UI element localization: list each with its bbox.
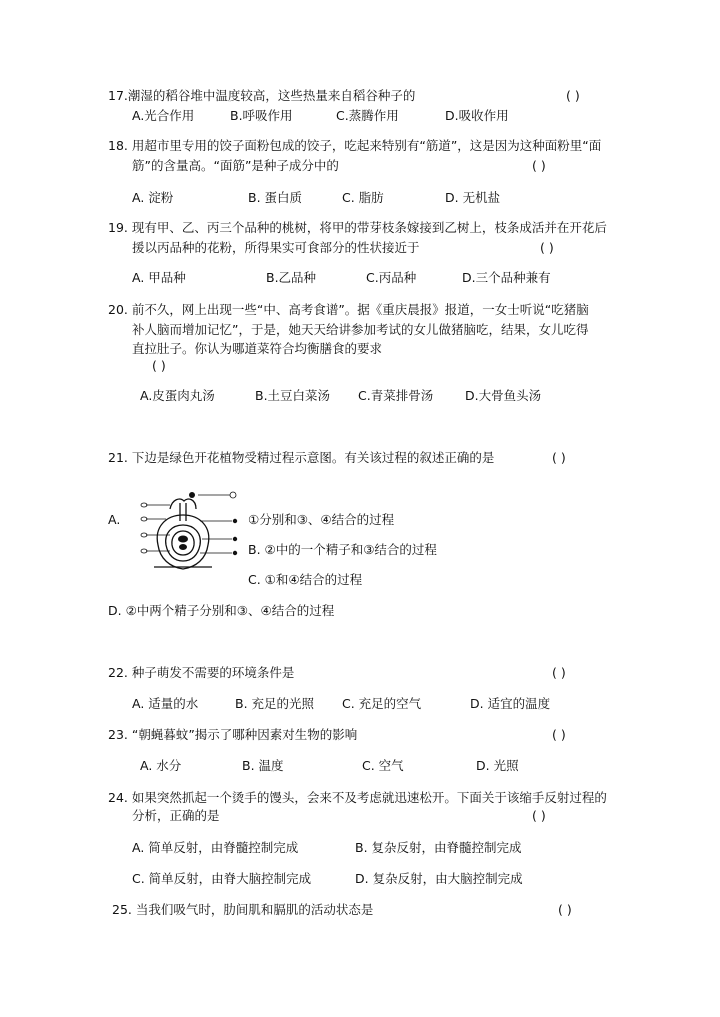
q25-stem: 25. 当我们吸气时，肋间肌和膈肌的活动状态是 bbox=[112, 902, 374, 917]
q24-option-d: D. 复杂反射，由大脑控制完成 bbox=[355, 871, 523, 886]
q21-stem: 21. 下边是绿色开花植物受精过程示意图。有关该过程的叙述正确的是 bbox=[108, 450, 495, 465]
q22-option-c: C. 充足的空气 bbox=[342, 696, 422, 711]
q17-stem: 17.潮湿的稻谷堆中温度较高，这些热量来自稻谷种子的 bbox=[108, 88, 416, 103]
q17-option-c: C.蒸腾作用 bbox=[336, 108, 399, 123]
q19-option-b: B.乙品种 bbox=[266, 270, 317, 285]
q21-option-a: ①分别和③、④结合的过程 bbox=[248, 512, 395, 527]
q22-stem: 22. 种子萌发不需要的环境条件是 bbox=[108, 665, 295, 680]
q21-option-d: D. ②中两个精子分别和③、④结合的过程 bbox=[108, 603, 335, 618]
q18-stem-line1: 18. 用超市里专用的饺子面粉包成的饺子，吃起来特别有“筋道”，这是因为这种面粉里“面 bbox=[108, 138, 602, 153]
q17-answer-bracket: ( ) bbox=[566, 88, 580, 103]
q22-answer-bracket: ( ) bbox=[552, 665, 566, 680]
q23-option-d: D. 光照 bbox=[476, 758, 519, 773]
q19-answer-bracket: ( ) bbox=[540, 240, 554, 255]
q20-answer-bracket: ( ) bbox=[152, 358, 166, 373]
q24-answer-bracket: ( ) bbox=[532, 808, 546, 823]
q17-option-d: D.吸收作用 bbox=[445, 108, 509, 123]
q18-answer-bracket: ( ) bbox=[532, 158, 546, 173]
q19-stem-line2: 援以丙品种的花粉，所得果实可食部分的性状接近于 bbox=[132, 240, 420, 255]
q21-option-c: C. ①和④结合的过程 bbox=[248, 572, 363, 587]
q19-option-a: A. 甲品种 bbox=[132, 270, 186, 285]
q22-option-b: B. 充足的光照 bbox=[235, 696, 315, 711]
q18-stem-line2: 筋”的含量高。“面筋”是种子成分中的 bbox=[132, 158, 339, 173]
q19-stem-line1: 19. 现有甲、乙、丙三个品种的桃树，将甲的带芽枝条嫁接到乙树上，枝条成活并在开花后 bbox=[108, 220, 607, 235]
q20-option-c: C.青菜排骨汤 bbox=[358, 388, 434, 403]
q17-option-a: A.光合作用 bbox=[132, 108, 195, 123]
q20-option-b: B.土豆白菜汤 bbox=[255, 388, 331, 403]
q18-option-b: B. 蛋白质 bbox=[248, 190, 303, 205]
q23-option-b: B. 温度 bbox=[242, 758, 284, 773]
q23-answer-bracket: ( ) bbox=[552, 727, 566, 742]
q22-option-d: D. 适宜的温度 bbox=[470, 696, 551, 711]
fertilization-diagram bbox=[140, 487, 250, 577]
q21-option-a-label: A. bbox=[108, 512, 121, 527]
q23-stem: 23. “朝蝇暮蚊”揭示了哪种因素对生物的影响 bbox=[108, 727, 358, 742]
q19-option-d: D.三个品种兼有 bbox=[462, 270, 551, 285]
q18-option-c: C. 脂肪 bbox=[342, 190, 384, 205]
q23-option-c: C. 空气 bbox=[362, 758, 404, 773]
q22-option-a: A. 适量的水 bbox=[132, 696, 199, 711]
q20-stem-line2: 补人脑而增加记忆”，于是，她天天给讲参加考试的女儿做猪脑吃，结果，女儿吃得 bbox=[132, 322, 589, 337]
q25-answer-bracket: ( ) bbox=[558, 902, 572, 917]
q19-option-c: C.丙品种 bbox=[366, 270, 417, 285]
q24-option-b: B. 复杂反射，由脊髓控制完成 bbox=[355, 840, 522, 855]
q24-stem-line2: 分析，正确的是 bbox=[132, 808, 220, 823]
q20-option-d: D.大骨鱼头汤 bbox=[465, 388, 542, 403]
q20-stem-line3: 直拉肚子。你认为哪道菜符合均衡膳食的要求 bbox=[132, 341, 383, 356]
q21-answer-bracket: ( ) bbox=[552, 450, 566, 465]
q20-option-a: A.皮蛋肉丸汤 bbox=[140, 388, 215, 403]
q21-option-b: B. ②中的一个精子和③结合的过程 bbox=[248, 542, 437, 557]
q24-stem-line1: 24. 如果突然抓起一个烫手的馒头，会来不及考虑就迅速松开。下面关于该缩手反射过程的 bbox=[108, 790, 607, 805]
q20-stem-line1: 20. 前不久，网上出现一些“中、高考食谱”。据《重庆晨报》报道，一女士听说“吃猪脑 bbox=[108, 302, 589, 317]
q18-option-a: A. 淀粉 bbox=[132, 190, 174, 205]
q24-option-c: C. 简单反射，由脊大脑控制完成 bbox=[132, 871, 312, 886]
q23-option-a: A. 水分 bbox=[140, 758, 182, 773]
q17-option-b: B.呼吸作用 bbox=[230, 108, 293, 123]
q24-option-a: A. 简单反射，由脊髓控制完成 bbox=[132, 840, 299, 855]
q18-option-d: D. 无机盐 bbox=[445, 190, 501, 205]
